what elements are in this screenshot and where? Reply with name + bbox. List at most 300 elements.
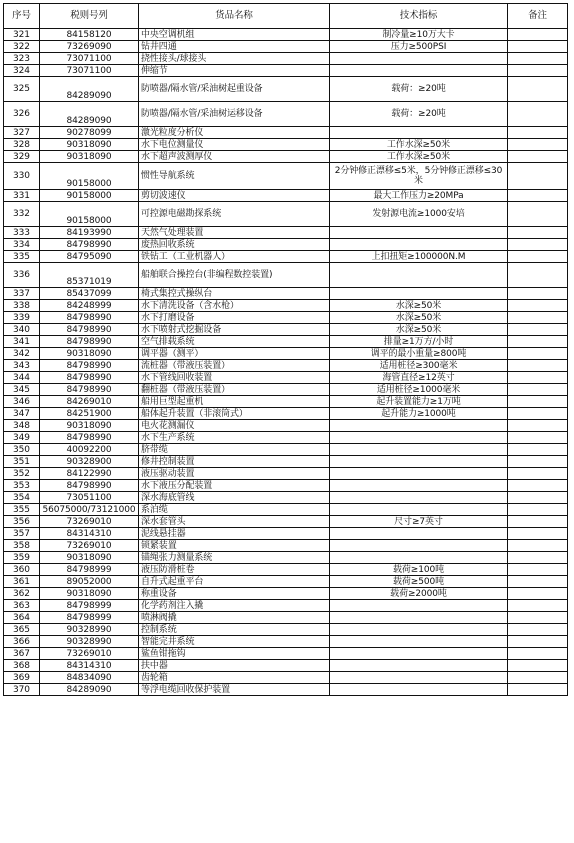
cell-serial-no: 344 [4, 372, 40, 384]
cell-remarks [508, 396, 568, 408]
cell-goods-name: 椅式集控式操纵台 [139, 288, 330, 300]
cell-goods-name: 调平器（测平） [139, 348, 330, 360]
cell-serial-no: 328 [4, 139, 40, 151]
table-row [4, 636, 568, 648]
cell-goods-name: 水下喷射式挖掘设备 [139, 324, 330, 336]
cell-tariff-code: 84251900 [40, 408, 139, 420]
table-row [4, 528, 568, 540]
cell-serial-no: 359 [4, 552, 40, 564]
cell-tariff-code: 84798990 [40, 384, 139, 396]
cell-serial-no: 349 [4, 432, 40, 444]
table-row [4, 190, 568, 202]
cell-tariff-code: 84798990 [40, 324, 139, 336]
cell-tariff-code: 73071100 [40, 65, 139, 77]
cell-technical-spec [330, 540, 508, 552]
cell-serial-no: 362 [4, 588, 40, 600]
cell-serial-no: 347 [4, 408, 40, 420]
cell-technical-spec: 工作水深≥50米 [330, 151, 508, 163]
cell-serial-no: 342 [4, 348, 40, 360]
cell-goods-name: 等浮电缆回收保护装置 [139, 684, 330, 696]
cell-tariff-code: 84798999 [40, 600, 139, 612]
table-row [4, 127, 568, 139]
cell-tariff-code: 84158120 [40, 29, 139, 41]
cell-remarks [508, 504, 568, 516]
cell-technical-spec [330, 672, 508, 684]
header-technical-spec: 技术指标 [330, 4, 508, 29]
cell-goods-name: 伸缩节 [139, 65, 330, 77]
cell-remarks [508, 288, 568, 300]
cell-goods-name: 流桩器（带液压装置） [139, 360, 330, 372]
table-row [4, 624, 568, 636]
cell-technical-spec [330, 612, 508, 624]
cell-serial-no: 332 [4, 202, 40, 227]
cell-tariff-code: 90158000 [40, 202, 139, 227]
cell-tariff-code: 84269010 [40, 396, 139, 408]
equipment-table [3, 3, 568, 696]
table-row [4, 492, 568, 504]
cell-remarks [508, 468, 568, 480]
cell-serial-no: 355 [4, 504, 40, 516]
cell-tariff-code: 84798990 [40, 372, 139, 384]
cell-technical-spec: 载荷≥100吨 [330, 564, 508, 576]
cell-technical-spec [330, 480, 508, 492]
cell-tariff-code: 84798990 [40, 480, 139, 492]
cell-technical-spec: 载荷≥500吨 [330, 576, 508, 588]
table-row [4, 202, 568, 227]
cell-goods-name: 修井控制装置 [139, 456, 330, 468]
cell-tariff-code: 90328990 [40, 636, 139, 648]
table-row [4, 552, 568, 564]
cell-serial-no: 325 [4, 77, 40, 102]
cell-serial-no: 330 [4, 163, 40, 190]
cell-goods-name: 中央空调机组 [139, 29, 330, 41]
cell-technical-spec [330, 600, 508, 612]
cell-tariff-code: 84834090 [40, 672, 139, 684]
cell-technical-spec: 适用桩径≥300毫米 [330, 360, 508, 372]
cell-serial-no: 364 [4, 612, 40, 624]
cell-goods-name: 深水套管头 [139, 516, 330, 528]
cell-serial-no: 336 [4, 263, 40, 288]
cell-serial-no: 334 [4, 239, 40, 251]
cell-serial-no: 335 [4, 251, 40, 263]
cell-remarks [508, 65, 568, 77]
cell-tariff-code: 84289090 [40, 684, 139, 696]
cell-technical-spec [330, 492, 508, 504]
table-row [4, 684, 568, 696]
cell-remarks [508, 480, 568, 492]
cell-goods-name: 化学药剂注入撬 [139, 600, 330, 612]
cell-remarks [508, 29, 568, 41]
table-row [4, 480, 568, 492]
cell-serial-no: 368 [4, 660, 40, 672]
cell-goods-name: 剪切波速仪 [139, 190, 330, 202]
cell-serial-no: 343 [4, 360, 40, 372]
cell-technical-spec: 载荷≥2000吨 [330, 588, 508, 600]
table-row [4, 348, 568, 360]
cell-tariff-code: 84122990 [40, 468, 139, 480]
cell-technical-spec [330, 636, 508, 648]
cell-goods-name: 液压驱动装置 [139, 468, 330, 480]
cell-goods-name: 齿轮箱 [139, 672, 330, 684]
cell-serial-no: 350 [4, 444, 40, 456]
cell-serial-no: 356 [4, 516, 40, 528]
cell-technical-spec: 海管直径≥12英寸 [330, 372, 508, 384]
table-row [4, 227, 568, 239]
table-row [4, 29, 568, 41]
cell-technical-spec [330, 65, 508, 77]
table-row [4, 648, 568, 660]
cell-remarks [508, 588, 568, 600]
cell-serial-no: 348 [4, 420, 40, 432]
table-row [4, 263, 568, 288]
cell-goods-name: 激光粒度分析仪 [139, 127, 330, 139]
cell-remarks [508, 456, 568, 468]
header-serial-no: 序号 [4, 4, 40, 29]
cell-serial-no: 331 [4, 190, 40, 202]
table-row [4, 65, 568, 77]
cell-goods-name: 水下生产系统 [139, 432, 330, 444]
cell-goods-name: 空气排载系统 [139, 336, 330, 348]
cell-tariff-code: 73071100 [40, 53, 139, 65]
table-row [4, 516, 568, 528]
cell-tariff-code: 84289090 [40, 102, 139, 127]
cell-tariff-code: 90318090 [40, 420, 139, 432]
cell-technical-spec: 起升能力≥1000吨 [330, 408, 508, 420]
cell-goods-name: 控制系统 [139, 624, 330, 636]
cell-remarks [508, 190, 568, 202]
table-row [4, 360, 568, 372]
cell-tariff-code: 84248999 [40, 300, 139, 312]
table-row [4, 102, 568, 127]
table-row [4, 396, 568, 408]
cell-technical-spec: 起升装置能力≥1万吨 [330, 396, 508, 408]
table-row [4, 239, 568, 251]
cell-technical-spec: 制冷量≥10万大卡 [330, 29, 508, 41]
cell-goods-name: 惯性导航系统 [139, 163, 330, 190]
cell-technical-spec [330, 444, 508, 456]
cell-serial-no: 339 [4, 312, 40, 324]
table-row [4, 324, 568, 336]
table-row [4, 432, 568, 444]
cell-goods-name: 称重设备 [139, 588, 330, 600]
cell-remarks [508, 324, 568, 336]
cell-tariff-code: 84314310 [40, 660, 139, 672]
cell-technical-spec [330, 468, 508, 480]
cell-goods-name: 自升式起重平台 [139, 576, 330, 588]
cell-serial-no: 363 [4, 600, 40, 612]
cell-tariff-code: 84798990 [40, 239, 139, 251]
cell-remarks [508, 127, 568, 139]
cell-goods-name: 扶中器 [139, 660, 330, 672]
cell-tariff-code: 73269010 [40, 516, 139, 528]
cell-technical-spec: 最大工作压力≥20MPa [330, 190, 508, 202]
cell-technical-spec [330, 552, 508, 564]
cell-serial-no: 370 [4, 684, 40, 696]
cell-goods-name: 防喷器/隔水管/采油树运移设备 [139, 102, 330, 127]
table-row [4, 372, 568, 384]
cell-remarks [508, 684, 568, 696]
cell-remarks [508, 151, 568, 163]
cell-serial-no: 351 [4, 456, 40, 468]
cell-remarks [508, 53, 568, 65]
cell-remarks [508, 348, 568, 360]
table-row [4, 612, 568, 624]
table-row [4, 660, 568, 672]
cell-remarks [508, 612, 568, 624]
cell-serial-no: 353 [4, 480, 40, 492]
cell-remarks [508, 360, 568, 372]
cell-tariff-code: 40092200 [40, 444, 139, 456]
table-row [4, 77, 568, 102]
cell-goods-name: 水下清洗设备（含水枪） [139, 300, 330, 312]
cell-technical-spec [330, 432, 508, 444]
table-row [4, 672, 568, 684]
cell-tariff-code: 84798999 [40, 564, 139, 576]
table-row [4, 41, 568, 53]
cell-remarks [508, 372, 568, 384]
cell-serial-no: 361 [4, 576, 40, 588]
cell-tariff-code: 84798990 [40, 432, 139, 444]
table-row [4, 53, 568, 65]
cell-serial-no: 358 [4, 540, 40, 552]
cell-goods-name: 电火花测漏仪 [139, 420, 330, 432]
table-row [4, 420, 568, 432]
cell-tariff-code: 56075000/73121000 [40, 504, 139, 516]
table-body [4, 29, 568, 696]
cell-remarks [508, 564, 568, 576]
cell-remarks [508, 384, 568, 396]
cell-technical-spec: 上扣扭矩≥100000N.M [330, 251, 508, 263]
cell-goods-name: 泥线悬挂器 [139, 528, 330, 540]
cell-remarks [508, 300, 568, 312]
cell-serial-no: 327 [4, 127, 40, 139]
cell-technical-spec [330, 504, 508, 516]
cell-remarks [508, 312, 568, 324]
cell-serial-no: 338 [4, 300, 40, 312]
cell-goods-name: 天然气处理装置 [139, 227, 330, 239]
cell-remarks [508, 239, 568, 251]
cell-tariff-code: 90318090 [40, 588, 139, 600]
cell-remarks [508, 660, 568, 672]
cell-technical-spec: 工作水深≥50米 [330, 139, 508, 151]
cell-tariff-code: 73051100 [40, 492, 139, 504]
cell-serial-no: 367 [4, 648, 40, 660]
cell-goods-name: 水下打磨设备 [139, 312, 330, 324]
cell-remarks [508, 516, 568, 528]
cell-tariff-code: 84798990 [40, 312, 139, 324]
cell-technical-spec: 水深≥50米 [330, 324, 508, 336]
cell-goods-name: 水下管线回收装置 [139, 372, 330, 384]
cell-remarks [508, 552, 568, 564]
cell-goods-name: 喷淋阀撬 [139, 612, 330, 624]
cell-goods-name: 智能完井系统 [139, 636, 330, 648]
cell-remarks [508, 648, 568, 660]
cell-technical-spec [330, 684, 508, 696]
table-row [4, 288, 568, 300]
cell-tariff-code: 73269010 [40, 648, 139, 660]
cell-remarks [508, 408, 568, 420]
cell-tariff-code: 90318090 [40, 151, 139, 163]
cell-serial-no: 323 [4, 53, 40, 65]
cell-serial-no: 369 [4, 672, 40, 684]
cell-goods-name: 系泊缆 [139, 504, 330, 516]
cell-goods-name: 水下超声波测厚仪 [139, 151, 330, 163]
cell-goods-name: 液压防滑桩卷 [139, 564, 330, 576]
cell-remarks [508, 624, 568, 636]
cell-tariff-code: 84193990 [40, 227, 139, 239]
cell-goods-name: 钻井四通 [139, 41, 330, 53]
table-row [4, 444, 568, 456]
cell-remarks [508, 600, 568, 612]
cell-tariff-code: 73269090 [40, 41, 139, 53]
cell-remarks [508, 41, 568, 53]
cell-serial-no: 345 [4, 384, 40, 396]
cell-serial-no: 366 [4, 636, 40, 648]
cell-technical-spec [330, 227, 508, 239]
cell-technical-spec [330, 528, 508, 540]
table-row [4, 151, 568, 163]
cell-serial-no: 324 [4, 65, 40, 77]
cell-serial-no: 321 [4, 29, 40, 41]
cell-technical-spec [330, 648, 508, 660]
cell-remarks [508, 163, 568, 190]
cell-remarks [508, 432, 568, 444]
cell-goods-name: 防喷器/隔水管/采油树起重设备 [139, 77, 330, 102]
cell-remarks [508, 636, 568, 648]
cell-goods-name: 船体起升装置（非滚筒式） [139, 408, 330, 420]
table-row [4, 139, 568, 151]
header-goods-name: 货品名称 [139, 4, 330, 29]
cell-serial-no: 333 [4, 227, 40, 239]
table-row [4, 408, 568, 420]
cell-remarks [508, 540, 568, 552]
cell-goods-name: 翻桩器（带液压装置） [139, 384, 330, 396]
cell-serial-no: 354 [4, 492, 40, 504]
cell-goods-name: 鲨鱼钳拖钩 [139, 648, 330, 660]
cell-technical-spec: 水深≥50米 [330, 312, 508, 324]
cell-technical-spec: 排量≥1万方/小时 [330, 336, 508, 348]
cell-technical-spec: 载荷：≥20吨 [330, 77, 508, 102]
cell-serial-no: 340 [4, 324, 40, 336]
cell-technical-spec [330, 239, 508, 251]
cell-tariff-code: 90318090 [40, 139, 139, 151]
cell-serial-no: 337 [4, 288, 40, 300]
cell-remarks [508, 227, 568, 239]
cell-goods-name: 可控源电磁勘探系统 [139, 202, 330, 227]
cell-technical-spec [330, 53, 508, 65]
cell-serial-no: 341 [4, 336, 40, 348]
cell-remarks [508, 492, 568, 504]
cell-remarks [508, 251, 568, 263]
table-row [4, 251, 568, 263]
cell-tariff-code: 90278099 [40, 127, 139, 139]
cell-tariff-code: 85371019 [40, 263, 139, 288]
cell-technical-spec [330, 420, 508, 432]
header-remarks: 备注 [508, 4, 568, 29]
cell-tariff-code: 84795090 [40, 251, 139, 263]
cell-goods-name: 脐带缆 [139, 444, 330, 456]
cell-remarks [508, 672, 568, 684]
cell-tariff-code: 89052000 [40, 576, 139, 588]
cell-serial-no: 322 [4, 41, 40, 53]
table-row [4, 312, 568, 324]
table-row [4, 336, 568, 348]
cell-technical-spec [330, 288, 508, 300]
cell-tariff-code: 90318090 [40, 348, 139, 360]
cell-technical-spec: 尺寸≥7英寸 [330, 516, 508, 528]
cell-technical-spec: 调平的最小重量≥800吨 [330, 348, 508, 360]
table-row [4, 163, 568, 190]
cell-remarks [508, 202, 568, 227]
cell-remarks [508, 528, 568, 540]
cell-serial-no: 329 [4, 151, 40, 163]
table-row [4, 600, 568, 612]
table-row [4, 504, 568, 516]
cell-goods-name: 深水海底管线 [139, 492, 330, 504]
cell-tariff-code: 85437099 [40, 288, 139, 300]
table-row [4, 456, 568, 468]
header-tariff-code: 税则号列 [40, 4, 139, 29]
cell-goods-name: 船用巨型起重机 [139, 396, 330, 408]
cell-technical-spec [330, 127, 508, 139]
cell-goods-name: 水下液压分配装置 [139, 480, 330, 492]
cell-tariff-code: 84289090 [40, 77, 139, 102]
cell-remarks [508, 139, 568, 151]
cell-tariff-code: 84798999 [40, 612, 139, 624]
table-row [4, 540, 568, 552]
cell-technical-spec: 发射源电流≥1000安培 [330, 202, 508, 227]
cell-remarks [508, 576, 568, 588]
cell-tariff-code: 90158000 [40, 163, 139, 190]
cell-technical-spec: 2分钟修正漂移≤5米，5分钟修正漂移≤30米 [330, 163, 508, 190]
cell-goods-name: 废热回收系统 [139, 239, 330, 251]
cell-goods-name: 锁紧装置 [139, 540, 330, 552]
cell-tariff-code: 90318090 [40, 552, 139, 564]
header-row [4, 4, 568, 29]
cell-tariff-code: 90328900 [40, 456, 139, 468]
table-row [4, 588, 568, 600]
table-row [4, 468, 568, 480]
cell-remarks [508, 102, 568, 127]
table-row [4, 300, 568, 312]
cell-technical-spec: 载荷：≥20吨 [330, 102, 508, 127]
cell-technical-spec: 压力≥500PSI [330, 41, 508, 53]
cell-serial-no: 352 [4, 468, 40, 480]
cell-remarks [508, 263, 568, 288]
cell-tariff-code: 90328990 [40, 624, 139, 636]
cell-serial-no: 326 [4, 102, 40, 127]
cell-goods-name: 铁钻工（工业机器人） [139, 251, 330, 263]
cell-goods-name: 水下电位测量仪 [139, 139, 330, 151]
cell-serial-no: 360 [4, 564, 40, 576]
cell-remarks [508, 420, 568, 432]
cell-goods-name: 挠性接头/球接头 [139, 53, 330, 65]
cell-goods-name: 锚绳张力测量系统 [139, 552, 330, 564]
cell-serial-no: 357 [4, 528, 40, 540]
table-row [4, 564, 568, 576]
cell-tariff-code: 84314310 [40, 528, 139, 540]
cell-technical-spec [330, 456, 508, 468]
table-row [4, 576, 568, 588]
cell-remarks [508, 444, 568, 456]
cell-technical-spec: 水深≥50米 [330, 300, 508, 312]
cell-serial-no: 365 [4, 624, 40, 636]
cell-technical-spec: 适用桩径≥1000毫米 [330, 384, 508, 396]
cell-serial-no: 346 [4, 396, 40, 408]
cell-remarks [508, 336, 568, 348]
cell-tariff-code: 84798990 [40, 360, 139, 372]
table-row [4, 384, 568, 396]
